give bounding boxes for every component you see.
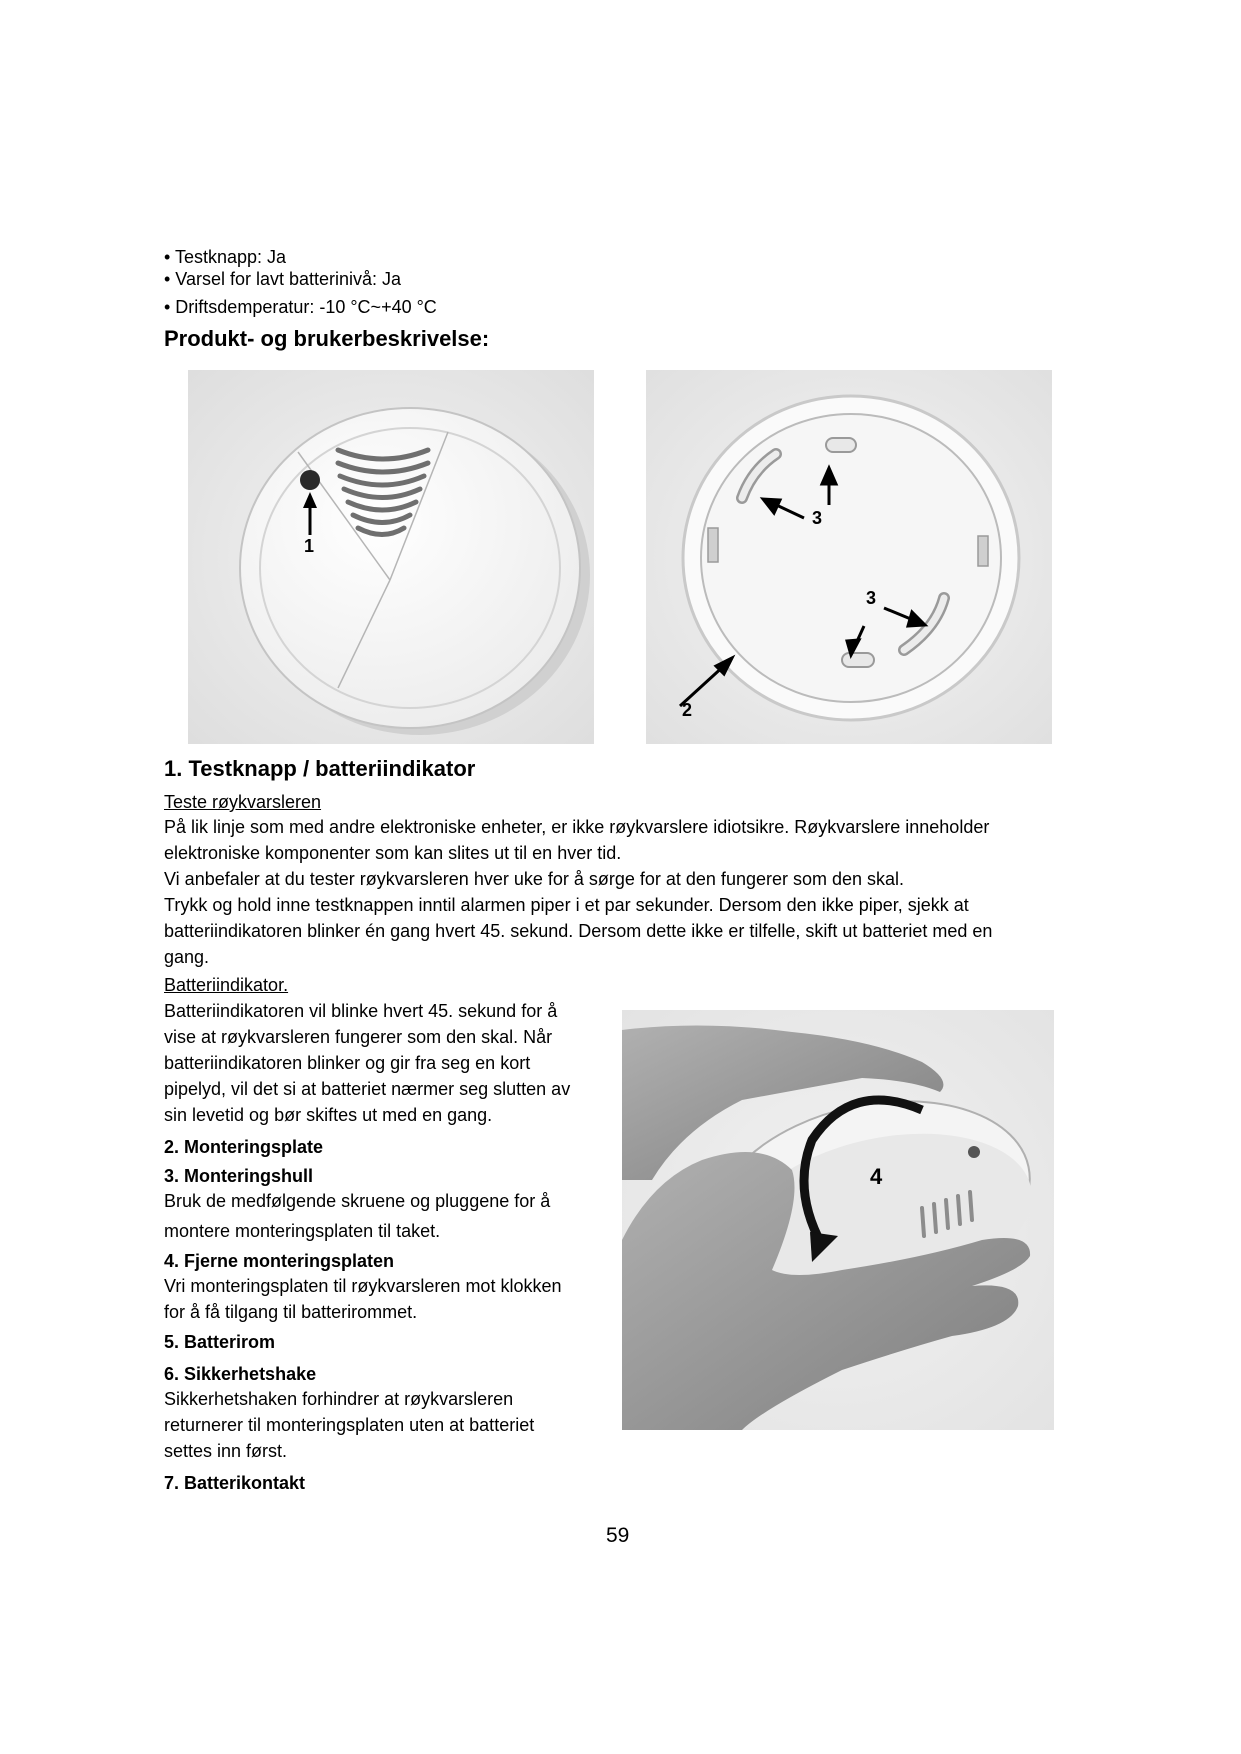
batteriindikator-line-2: vise at røykvarsleren fungerer som den skal. Når [164, 1027, 553, 1047]
testknapp-line-2: elektroniske komponenter som kan slites ut til en hver tid. [164, 843, 622, 863]
item-batterikontakt: 7. Batterikontakt [164, 1473, 306, 1493]
sikkerhetshake-line-3: settes inn først. [164, 1441, 288, 1461]
testknapp-line-6: gang. [164, 947, 210, 967]
page-number: 59 [606, 1524, 630, 1547]
batteriindikator-line-5: sin levetid og bør skiftes ut med en gang. [164, 1105, 493, 1125]
figure-label-3-top: 3 [812, 508, 823, 528]
batteriindikator-line-1: Batteriindikatoren vil blinke hvert 45. sekund for å [164, 1001, 558, 1021]
item-monteringshull: 3. Monteringshull [164, 1166, 314, 1186]
section-heading: Produkt- og brukerbeskrivelse: [164, 326, 490, 351]
item-sikkerhetshake: 6. Sikkerhetshake [164, 1364, 317, 1384]
testknapp-line-4: Trykk og hold inne testknappen inntil alarmen piper i et par sekunder. Dersom den ikke piper, sjekk at [164, 895, 969, 915]
fjerne-line-1: Vri monteringsplaten til røykvarsleren mot klokken [164, 1276, 562, 1296]
indicator-dot [300, 470, 320, 490]
monteringshull-line-2: montere monteringsplaten til taket. [164, 1221, 441, 1241]
batteriindikator-title: Batteriindikator. [164, 975, 289, 995]
indicator-dot [968, 1146, 980, 1158]
testknapp-line-5: batteriindikatoren blinker én gang hvert 45. sekund. Dersom dette ikke er tilfelle, skift ut batteriet med en [164, 921, 993, 941]
figure-label-3-bottom: 3 [866, 588, 877, 608]
spec-item-test-button: • Testknapp: Ja [164, 247, 287, 267]
figure-label-4: 4 [870, 1164, 883, 1189]
monteringshull-line-1: Bruk de medfølgende skruene og pluggene for å [164, 1191, 551, 1211]
item-monteringsplate: 2. Monteringsplate [164, 1137, 324, 1157]
sikkerhetshake-line-2: returnerer til monteringsplaten uten at batteriet [164, 1415, 535, 1435]
testknapp-title: 1. Testknapp / batteriindikator [164, 756, 476, 781]
fjerne-line-2: for å få tilgang til batterirommet. [164, 1302, 418, 1322]
item-batterirom: 5. Batterirom [164, 1332, 276, 1352]
rotate-detector-image [622, 1010, 1054, 1430]
figure-label-1: 1 [304, 536, 315, 556]
base-plate-image [646, 370, 1052, 744]
mounting-hole-top [826, 438, 856, 452]
testknapp-line-1: På lik linje som med andre elektroniske enheter, er ikke røykvarslere idiotsikre. Røykvarslere inneholder [164, 817, 990, 837]
mounting-hole-bottom [842, 653, 874, 667]
spec-item-temperature: • Driftsdemperatur: -10 °C~+40 °C [164, 297, 437, 317]
batteriindikator-line-4: pipelyd, vil det si at batteriet nærmer seg slutten av [164, 1079, 571, 1099]
batteriindikator-line-3: batteriindikatoren blinker og gir fra seg en kort [164, 1053, 531, 1073]
spec-item-low-battery: • Varsel for lavt batterinivå: Ja [164, 269, 402, 289]
testknapp-subtitle: Teste røykvarsleren [164, 792, 322, 812]
detector-front-image [188, 370, 594, 744]
testknapp-line-3: Vi anbefaler at du tester røykvarsleren hver uke for å sørge for at den fungerer som den skal. [164, 869, 905, 889]
item-fjerne: 4. Fjerne monteringsplaten [164, 1251, 395, 1271]
sikkerhetshake-line-1: Sikkerhetshaken forhindrer at røykvarsleren [164, 1389, 514, 1409]
figure-label-2: 2 [682, 700, 693, 720]
